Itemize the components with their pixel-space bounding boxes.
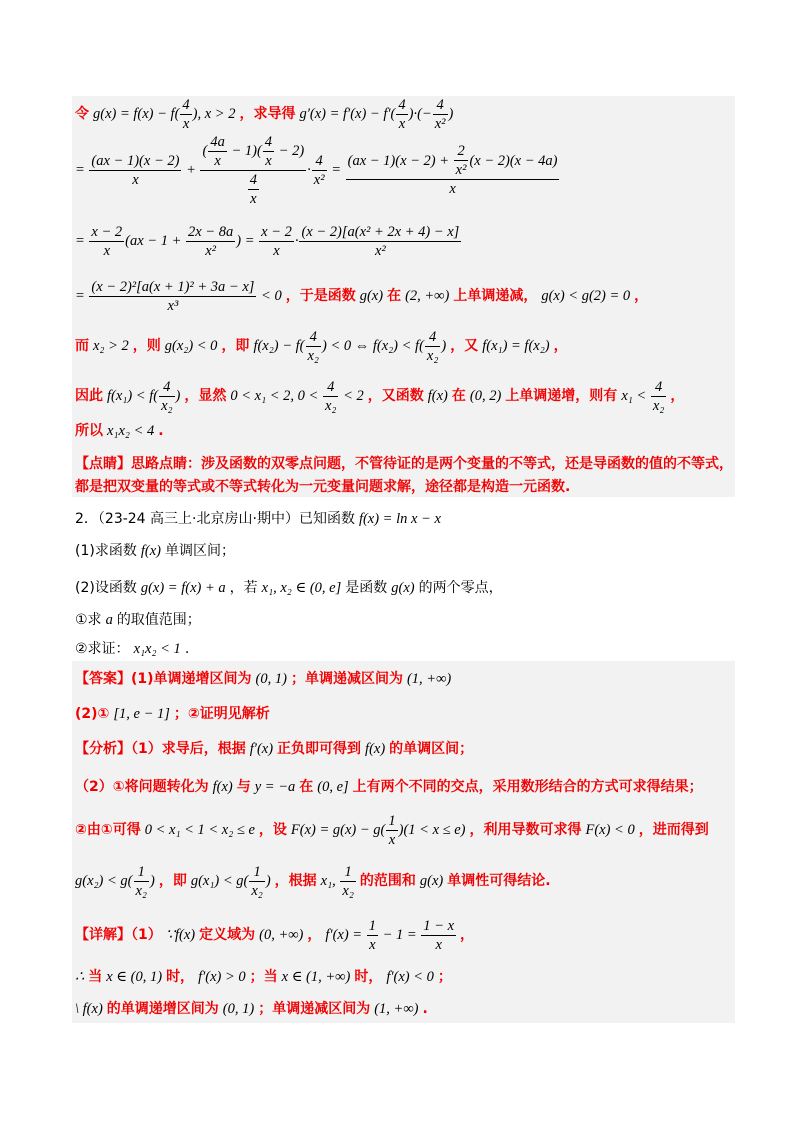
fraction-numerator [367,918,378,936]
math-expression: g(x) = f(x) − f( [93,106,180,122]
math-expression: 0 < x₁ < 1 < x₂ ≤ e [144,822,255,838]
fraction-numerator [386,813,397,831]
math-expression: ∵f(x) [165,927,196,943]
highlighted-text: ，又函数 [367,388,424,404]
fraction-denominator [248,190,259,207]
fraction-denominator [208,152,227,169]
body-text: 的取值范围； [116,612,201,628]
math-expression: x [398,115,406,132]
highlighted-text: ；当 [249,969,278,985]
math-expression: x₂ [426,347,439,364]
math-expression: 0 < x₁ < 2, 0 < [230,388,322,404]
highlighted-text: 上单调递增，则有 [505,388,618,404]
highlighted-text: 在 [387,288,402,304]
math-expression: x [103,242,110,259]
fraction [340,864,355,899]
highlighted-text: 而 [75,338,89,354]
highlighted-text: 所以 [75,423,103,439]
highlighted-text: ②由①可得 [75,822,141,838]
math-expression: ( [202,143,208,159]
math-expression: f(x) = ln x − x [358,511,441,527]
highlighted-text: ， [307,927,322,943]
highlighted-text: 令 [75,106,89,122]
math-expression: = [75,162,89,178]
fraction-denominator [651,397,666,414]
highlighted-text: ，显然 [184,388,227,404]
fraction-denominator [249,882,264,899]
math-expression: 4 [264,133,273,150]
highlighted-text: 的单调区间； [389,741,474,757]
highlighted-text: ， [670,388,685,404]
fraction-denominator [312,171,327,188]
fraction [186,224,235,259]
highlighted-text: 上有两个不同的交点，采用数形结合的方式可求得结果； [352,779,703,795]
fraction-numerator [89,224,124,242]
fraction-numerator [299,224,461,242]
math-expression: 4 [429,328,437,345]
fraction-denominator [186,242,235,259]
math-expression: f(x₂) − f( [253,338,305,354]
math-expression: (x − 2)(x − 4a) [469,152,558,169]
fraction-numerator [259,224,294,242]
math-expression: 1 [344,863,352,880]
highlighted-text: ，根据 [274,873,317,889]
math-expression: x [214,152,221,169]
math-expression: x₁x₂ < 1 [133,641,181,657]
math-expression: g(x₂) < g( [75,873,133,889]
math-expression: x₁x₂ < 4 [107,423,155,439]
math-expression: 4 [654,378,663,395]
math-expression: · [294,233,299,249]
fraction-numerator [249,864,264,882]
math-expression: x [182,115,190,132]
math-expression: g(x) [391,580,415,596]
fraction [89,279,256,314]
fraction-denominator [346,180,560,197]
fraction [263,134,274,169]
math-expression: ) < 0 ⇔ f(x₂) < f( [321,338,424,354]
math-expression: x ∈ (0, 1) [106,969,163,985]
fraction-numerator [396,97,407,115]
fraction-numerator [248,172,259,190]
math-expression: 4 [315,152,323,169]
math-expression: f(x) [365,741,386,757]
math-expression: x² [455,162,467,178]
math-expression: x₂ > 2 [93,338,129,354]
fraction-denominator [340,882,355,899]
math-expression: x [449,181,456,197]
fraction [89,224,124,259]
math-expression: − 1 = [378,927,421,943]
math-expression: x [369,936,376,953]
fraction-numerator [421,918,456,936]
fraction-numerator [186,224,235,242]
highlighted-text: ，即 [158,873,187,889]
math-expression: g(x) [359,288,384,304]
fraction [651,379,666,414]
math-expression: x₂ [652,397,665,414]
fraction-numerator [200,134,306,171]
fraction [299,224,461,259]
fraction-denominator [89,242,124,259]
highlighted-text: ，即 [221,338,250,354]
fraction [454,143,469,178]
math-expression: x³ [167,297,179,314]
highlighted-text: ，进而得到 [638,822,709,838]
math-expression: 4 [163,378,171,395]
math-expression: f(x₁) < f( [107,388,159,404]
fraction [396,97,407,132]
solution-step-line [75,135,560,205]
fraction-numerator [312,153,327,171]
highlighted-text: 【详解】（1） [75,927,162,943]
math-expression: 4 [182,96,190,113]
math-expression: x₁, [320,873,340,889]
fraction-denominator [299,242,461,259]
math-expression: 1 [137,863,145,880]
fraction [323,379,338,414]
highlighted-text: (2)① [75,706,110,722]
math-expression: ∴ [75,969,85,985]
body-text: ①求 [75,612,102,628]
fraction-numerator [323,379,338,397]
math-expression: 4 [398,96,406,113]
highlighted-text: 在 [299,779,314,795]
fraction-denominator [89,171,181,188]
fraction-denominator [454,161,469,178]
highlighted-text: ；单调递减区间为 [258,1001,371,1017]
math-expression: 1 [368,917,376,934]
fraction-numerator [454,143,469,161]
math-expression: x [435,936,442,953]
fraction-numerator [208,134,227,152]
fraction [346,143,560,197]
math-expression: (x − 2)[a(x² + 2x + 4) − x] [301,223,460,240]
math-expression: f′(x) < 0 [386,969,434,985]
math-expression: g′(x) = f′(x) − f′( [299,106,396,122]
math-expression: 2x − 8a [188,223,234,240]
math-expression: (0, 1) [255,671,287,687]
highlighted-text: 定义域为 [199,927,256,943]
math-expression: y = −a [254,779,296,795]
fraction [208,134,227,169]
math-expression: 4 [309,328,317,345]
highlighted-text: 【答案】(1)单调递增区间为 [75,671,252,687]
math-expression: (1, +∞) [374,1001,419,1017]
math-expression: x₂ [307,347,319,364]
highlighted-text: 因此 [75,388,103,404]
fraction-numerator [180,97,191,115]
math-expression: x ∈ (1, +∞) [281,969,351,985]
fraction-numerator [306,329,321,347]
math-expression: + [182,162,200,178]
highlighted-text: . [422,1001,428,1017]
math-expression: x [273,242,280,259]
math-expression: = [75,288,89,304]
highlighted-text: 当 [88,969,103,985]
highlighted-text: 的单调递增区间为 [106,1001,219,1017]
math-expression: g(x) = f(x) + a [140,580,226,596]
math-expression: (x − 2)²[a(x + 1)² + 3a − x] [91,278,255,295]
highlighted-text: 的范围和 [359,873,416,889]
math-expression: x [265,152,272,169]
body-text: 的两个零点， [418,580,503,596]
fraction-numerator [340,864,355,882]
math-expression: (0, +∞) [259,927,304,943]
fraction-denominator [386,831,397,848]
math-expression: (2, +∞) [405,288,450,304]
body-text: 单调区间； [164,543,235,559]
fraction-numerator [425,329,440,347]
math-expression: x₂ [135,882,147,899]
fraction [134,864,149,899]
highlighted-text: 【点睛】思路点睛：涉及函数的双零点问题，不管待证的是两个变量的不等式，还是导函数的值的不等式， [75,456,733,472]
math-expression: [1, e − 1] [113,706,170,722]
fraction [248,172,259,207]
math-expression: x [388,831,396,848]
fraction [433,97,448,132]
math-expression: x − 2 [261,223,292,240]
math-expression: )·(− [408,106,432,122]
math-expression: x₁ < [621,388,650,404]
math-expression: x₂ [251,882,263,899]
fraction-denominator [134,882,149,899]
body-text: (1)求函数 [75,543,137,559]
math-expression: 4 [327,378,335,395]
fraction [89,153,181,188]
math-expression: g(x₁) < g( [190,873,249,889]
highlighted-text: 正负即可得到 [277,741,362,757]
body-text: 是函数 [345,580,388,596]
math-expression: f(x₁) = f(x₂) [482,338,550,354]
fraction [200,134,306,207]
fraction-numerator [651,379,666,397]
math-expression: x² [205,242,217,259]
fraction [306,329,321,364]
math-expression: 4 [436,96,444,113]
math-expression: < 2 [339,388,364,404]
fraction-numerator [89,153,181,171]
highlighted-text: ； [437,969,452,985]
highlighted-text: ，利用导数可求得 [469,822,582,838]
highlighted-text: 与 [236,779,251,795]
math-expression: \ f(x) [75,1001,103,1017]
math-expression: 2 [457,143,465,159]
fraction-denominator [323,397,338,414]
math-expression: f(x) [140,543,161,559]
math-expression: f′(x) = [325,927,366,943]
math-expression: x² [434,115,446,132]
highlighted-text: 都是把双变量的等式或不等式转化为一元变量问题求解，途径都是构造一元函数. [75,479,571,495]
math-expression: f′(x) > 0 [198,969,246,985]
fraction [249,864,264,899]
body-text: 2．（23-24 高三上·北京房山·期中）已知函数 [75,511,355,527]
fraction [425,329,440,364]
math-expression: (ax − 1)(x − 2) [91,152,180,169]
math-expression: ) [265,873,271,889]
fraction-denominator [259,242,294,259]
fraction [386,813,397,848]
highlighted-text: 上单调递减， [453,288,538,304]
fraction-denominator [200,171,306,207]
body-text: (2)设函数 [75,580,137,596]
math-expression: (0, 1) [222,1001,255,1017]
math-expression: ), x > 2 [192,106,236,122]
highlighted-text: （2）①将问题转化为 [75,779,209,795]
math-expression: x [250,190,257,207]
math-expression: g(x) [419,873,444,889]
math-expression: F(x) < 0 [585,822,635,838]
fraction [259,224,294,259]
math-expression: x₂ [342,882,354,899]
math-expression: · [307,162,311,178]
highlighted-text: ；②证明见解析 [173,706,270,722]
math-expression: − 2) [275,143,305,159]
highlighted-text: ，求导得 [239,106,296,122]
highlighted-text: 在 [451,388,466,404]
math-expression: x₁, x₂ ∈ (0, e] [261,580,342,596]
math-expression: x² [374,242,386,259]
math-expression: − 1)( [227,143,262,159]
math-expression: < 0 [257,288,282,304]
math-expression: = [75,233,89,249]
math-expression: x₂ [161,397,173,414]
highlighted-text: 时， [166,969,195,985]
fraction-numerator [433,97,448,115]
highlighted-text: 【分析】（1）求导后，根据 [75,741,246,757]
math-expression: 4 [249,171,257,188]
math-expression: ) [441,338,447,354]
fraction-numerator [159,379,174,397]
body-text: ②求证： [75,641,130,657]
math-expression: 4a [210,133,225,150]
highlighted-text: ， [460,927,475,943]
highlighted-text: ，设 [258,822,287,838]
body-text: . [184,641,190,657]
math-expression: x² [313,171,325,188]
math-expression: x − 2 [91,223,123,240]
fraction-numerator [263,134,274,152]
fraction [180,97,191,132]
math-expression: (0, 2) [469,388,502,404]
highlighted-text: 时， [354,969,383,985]
fraction-denominator [396,115,407,132]
fraction-denominator [433,115,448,132]
fraction [312,153,327,188]
math-expression: f(x) [427,388,448,404]
body-text: ，若 [229,580,258,596]
highlighted-text: ， [553,338,568,354]
math-expression: (ax − 1 + [125,233,185,249]
math-expression: f′(x) [249,741,274,757]
math-expression: f(x) [212,779,233,795]
math-expression: 1 [253,863,261,880]
highlighted-text: ， [634,288,649,304]
fraction-denominator [263,152,274,169]
math-expression: x [132,171,139,188]
detailed-solution-line [75,974,428,1044]
math-expression: g(x) < g(2) = 0 [541,288,631,304]
math-expression: (1, +∞) [406,671,452,687]
math-expression: )(1 < x ≤ e) [398,822,466,838]
fraction-numerator [89,279,256,297]
solution-step-line [75,361,684,431]
highlighted-text: 单调性可得结论. [447,873,551,889]
math-expression: 1 [388,812,396,829]
math-expression: (0, e] [317,779,349,795]
highlighted-text: ，又 [450,338,479,354]
math-expression: 1 − x [423,917,455,934]
math-expression: a [105,612,113,628]
highlighted-text: . [158,423,164,439]
math-expression: ) [448,106,454,122]
math-expression: ) = [236,233,259,249]
fraction-denominator [180,115,191,132]
fraction-numerator [134,864,149,882]
highlighted-text: ；单调递减区间为 [290,671,403,687]
math-expression: x₂ [324,397,337,414]
math-expression: (ax − 1)(x − 2) + [347,152,453,169]
highlighted-text: ，则 [132,338,161,354]
math-expression: g(x₂) < 0 [164,338,218,354]
math-expression: ) [175,388,181,404]
math-expression: F(x) = g(x) − g( [290,822,386,838]
highlighted-text: ，于是函数 [285,288,356,304]
math-expression: ) [149,873,155,889]
math-expression: = [327,162,345,178]
fraction-numerator [346,143,560,180]
